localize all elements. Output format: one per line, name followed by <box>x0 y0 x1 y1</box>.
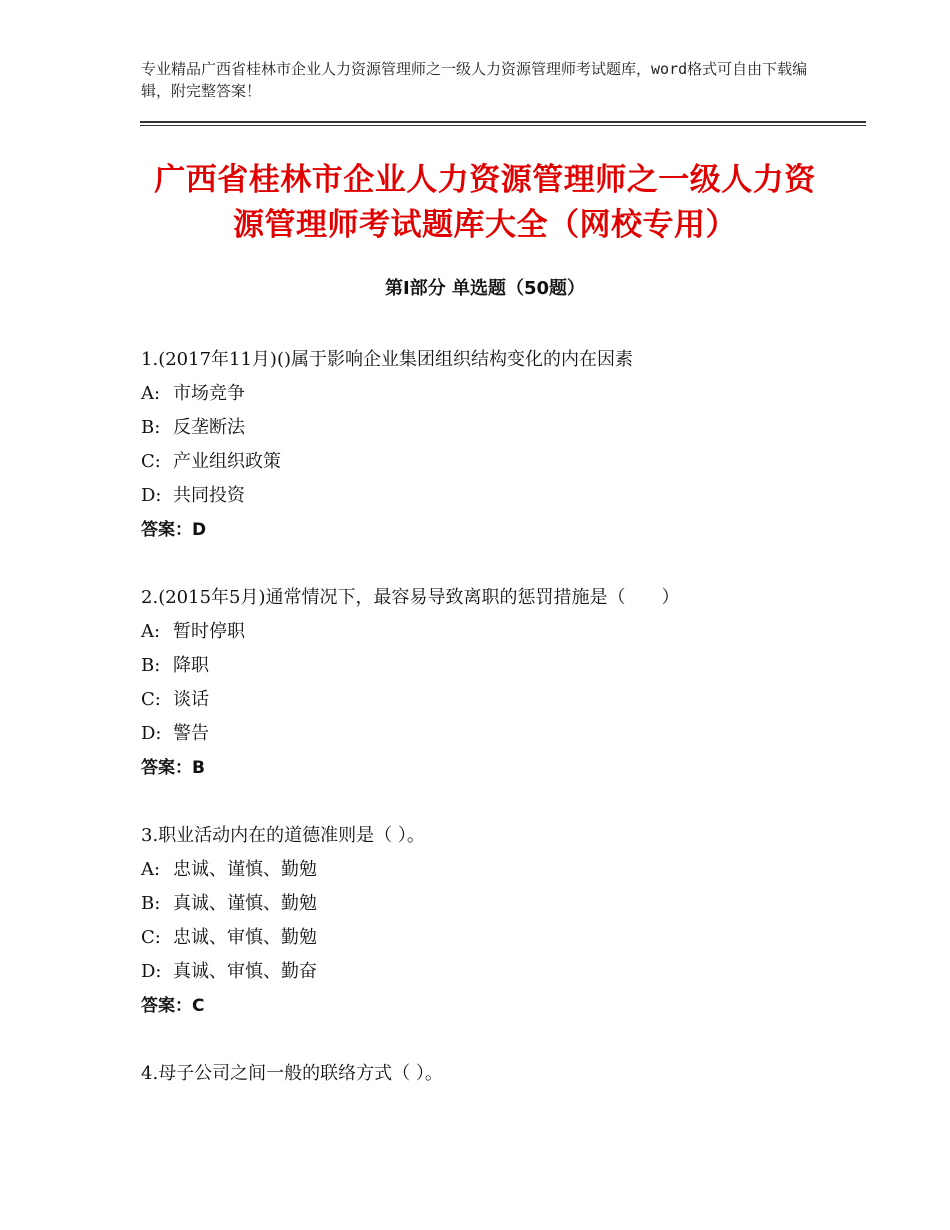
question-stem <box>141 581 841 615</box>
option-b <box>141 411 841 445</box>
question-4 <box>141 1057 841 1091</box>
question-stem <box>141 1057 841 1091</box>
header-rule-thin <box>140 125 866 126</box>
answer-value: C <box>192 996 205 1016</box>
option-d <box>141 955 841 989</box>
answer-line <box>141 751 841 785</box>
question-list <box>141 343 841 1125</box>
option-text: 共同投资 <box>173 485 245 506</box>
question-text: 母子公司之间一般的联络方式（ ）。 <box>158 1063 443 1084</box>
answer-value: D <box>192 520 207 540</box>
option-text: 忠诚、审慎、勤勉 <box>173 927 317 948</box>
answer-label: 答案： <box>141 996 192 1016</box>
option-text: 真诚、谨慎、勤勉 <box>173 893 317 914</box>
question-text: (2017年11月)()属于影响企业集团组织结构变化的内在因素 <box>158 349 633 370</box>
option-c <box>141 445 841 479</box>
option-key: B: <box>141 893 161 914</box>
option-key: B: <box>141 655 161 676</box>
question-stem <box>141 343 841 377</box>
option-a <box>141 615 841 649</box>
section-title: 第Ⅰ部分 单选题（50题） <box>384 278 585 299</box>
header-note: 专业精品广西省桂林市企业人力资源管理师之一级人力资源管理师考试题库，word格式可自由下载编辑，附完整答案！ <box>141 60 808 100</box>
question-text: (2015年5月)通常情况下，最容易导致离职的惩罚措施是（ ） <box>158 587 680 608</box>
question-1 <box>141 343 841 547</box>
question-number: 2. <box>141 587 159 608</box>
option-key: C: <box>141 927 161 948</box>
option-key: A: <box>141 859 161 880</box>
option-b <box>141 887 841 921</box>
option-b <box>141 649 841 683</box>
question-number: 1. <box>141 349 159 370</box>
option-a <box>141 853 841 887</box>
option-text: 反垄断法 <box>173 417 245 438</box>
question-3 <box>141 819 841 1023</box>
option-key: B: <box>141 417 161 438</box>
option-c <box>141 683 841 717</box>
answer-line <box>141 989 841 1023</box>
option-text: 产业组织政策 <box>173 451 281 472</box>
option-key: A: <box>141 621 161 642</box>
option-key: C: <box>141 451 161 472</box>
option-text: 降职 <box>173 655 209 676</box>
answer-label: 答案： <box>141 520 192 540</box>
option-key: D: <box>141 961 162 982</box>
option-text: 暂时停职 <box>173 621 245 642</box>
document-title: 广西省桂林市企业人力资源管理师之一级人力资源管理师考试题库大全（网校专用） <box>154 162 816 243</box>
option-key: D: <box>141 723 162 744</box>
option-text: 忠诚、谨慎、勤勉 <box>173 859 317 880</box>
option-key: C: <box>141 689 161 710</box>
question-number: 3. <box>141 825 159 846</box>
answer-line <box>141 513 841 547</box>
header-rule-thick <box>140 121 866 123</box>
option-key: A: <box>141 383 161 404</box>
question-2 <box>141 581 841 785</box>
option-d <box>141 479 841 513</box>
option-text: 市场竞争 <box>173 383 245 404</box>
question-number: 4. <box>141 1063 159 1084</box>
option-c <box>141 921 841 955</box>
question-stem <box>141 819 841 853</box>
option-key: D: <box>141 485 162 506</box>
answer-value: B <box>192 758 205 778</box>
option-text: 警告 <box>173 723 209 744</box>
option-d <box>141 717 841 751</box>
option-a <box>141 377 841 411</box>
option-text: 真诚、审慎、勤奋 <box>173 961 317 982</box>
question-text: 职业活动内在的道德准则是（ ）。 <box>158 825 425 846</box>
answer-label: 答案： <box>141 758 192 778</box>
option-text: 谈话 <box>173 689 209 710</box>
